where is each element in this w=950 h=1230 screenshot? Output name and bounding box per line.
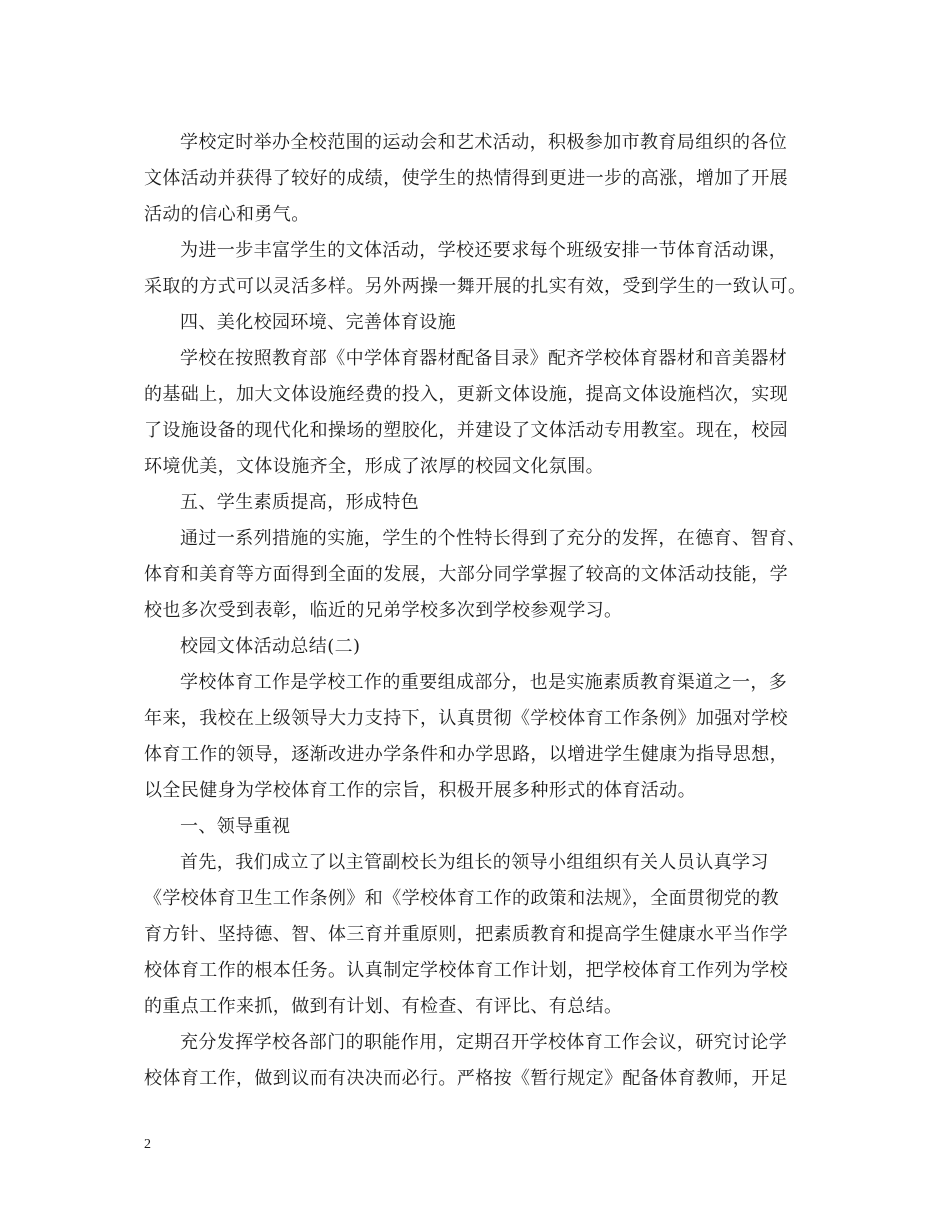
text-line: 文体活动并获得了较好的成绩，使学生的热情得到更进一步的高涨，增加了开展 xyxy=(144,168,788,189)
text-line: 环境优美，文体设施齐全，形成了浓厚的校园文化氛围。 xyxy=(144,456,604,477)
text-line: 活动的信心和勇气。 xyxy=(144,204,310,225)
text-line: 育方针、坚持德、智、体三育并重原则，把素质教育和提高学生健康水平当作学 xyxy=(144,924,788,945)
text-line: 的重点工作来抓，做到有计划、有检查、有评比、有总结。 xyxy=(144,996,623,1017)
text-line: 年来，我校在上级领导大力支持下，认真贯彻《学校体育工作条例》加强对学校 xyxy=(144,708,788,729)
text-line: 为进一步丰富学生的文体活动，学校还要求每个班级安排一节体育活动课， xyxy=(180,240,788,261)
section-heading: 四、美化校园环境、完善体育设施 xyxy=(180,312,456,333)
text-line: 采取的方式可以灵活多样。另外两操一舞开展的扎实有效，受到学生的一致认可。 xyxy=(144,276,807,297)
text-line: 体育工作的领导，逐渐改进办学条件和办学思路，以增进学生健康为指导思想， xyxy=(144,744,788,765)
text-line: 以全民健身为学校体育工作的宗旨，积极开展多种形式的体育活动。 xyxy=(144,780,696,801)
text-line: 学校体育工作是学校工作的重要组成部分，也是实施素质教育渠道之一，多 xyxy=(180,672,788,693)
text-line: 首先，我们成立了以主管副校长为组长的领导小组组织有关人员认真学习 xyxy=(180,852,769,873)
page-number: 2 xyxy=(144,1137,151,1152)
text-line: 了设施设备的现代化和操场的塑胶化，并建设了文体活动专用教室。现在，校园 xyxy=(144,420,788,441)
text-line: 充分发挥学校各部门的职能作用，定期召开学校体育工作会议，研究讨论学 xyxy=(180,1032,788,1053)
text-line: 校体育工作，做到议而有决决而必行。严格按《暂行规定》配备体育教师，开足 xyxy=(144,1068,788,1089)
section-heading: 一、领导重视 xyxy=(180,816,291,837)
text-line: 学校在按照教育部《中学体育器材配备目录》配齐学校体育器材和音美器材 xyxy=(180,348,788,369)
text-line: 校也多次受到表彰，临近的兄弟学校多次到学校参观学习。 xyxy=(144,600,623,621)
text-line: 学校定时举办全校范围的运动会和艺术活动，积极参加市教育局组织的各位 xyxy=(180,132,788,153)
text-line: 体育和美育等方面得到全面的发展，大部分同学掌握了较高的文体活动技能，学 xyxy=(144,564,788,585)
text-line: 通过一系列措施的实施，学生的个性特长得到了充分的发挥，在德育、智育、 xyxy=(180,528,806,549)
section-title: 校园文体活动总结(二) xyxy=(180,636,361,657)
text-line: 《学校体育卫生工作条例》和《学校体育工作的政策和法规》，全面贯彻党的教 xyxy=(144,888,779,909)
text-line: 校体育工作的根本任务。认真制定学校体育工作计划，把学校体育工作列为学校 xyxy=(144,960,788,981)
text-line: 的基础上，加大文体设施经费的投入，更新文体设施，提高文体设施档次，实现 xyxy=(144,384,788,405)
section-heading: 五、学生素质提高，形成特色 xyxy=(180,492,420,513)
